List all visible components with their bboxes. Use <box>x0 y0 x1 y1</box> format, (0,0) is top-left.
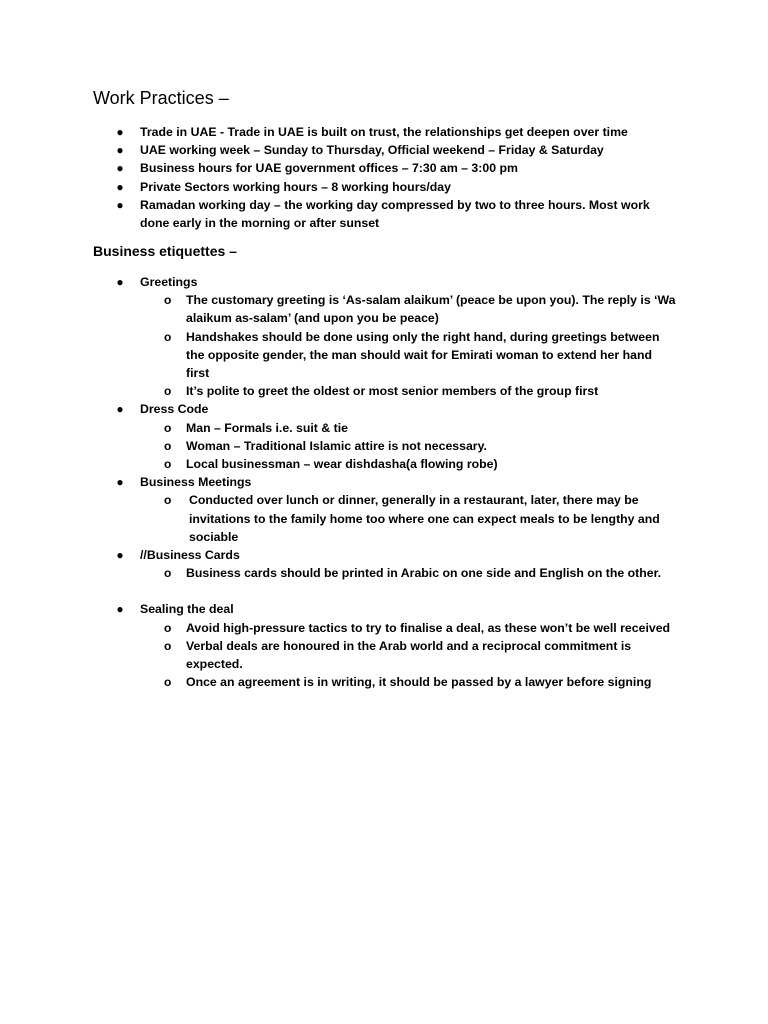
list-item <box>0 196 768 232</box>
sub-list-item-text: Avoid high-pressure tactics to try to finalise a deal, as these won’t be well received <box>186 620 671 635</box>
list-item <box>0 473 768 546</box>
list-item-text: Ramadan working day – the working day compressed by two to three hours. Most work done early in the morning or after sunset <box>140 197 650 231</box>
list-item <box>0 178 768 196</box>
work-practices-list <box>0 123 768 232</box>
circle-bullet-icon: o <box>164 675 172 690</box>
list-item <box>0 600 768 691</box>
sub-list-item <box>0 564 768 582</box>
circle-bullet-icon: o <box>164 620 172 635</box>
sub-list <box>0 564 768 582</box>
sub-list-item <box>0 419 768 437</box>
sub-list-item <box>0 673 768 691</box>
sub-list <box>0 419 768 474</box>
list-item-text: Trade in UAE - Trade in UAE is built on trust, the relationships get deepen over time <box>140 125 628 139</box>
bullet-icon: ● <box>116 143 124 158</box>
sub-list <box>0 291 768 400</box>
sub-list-item-text: Business cards should be printed in Arabic on one side and English on the other. <box>186 566 662 581</box>
sub-list-item-text: Handshakes should be done using only the right hand, during greetings between the opposite gender, the man should wait for Emirati woman to extend her hand first <box>186 329 660 381</box>
sub-list-item <box>0 382 768 400</box>
sub-list-item <box>0 491 768 546</box>
work-practices-heading: Work Practices – <box>93 88 229 108</box>
sub-list-item <box>0 328 768 383</box>
circle-bullet-icon: o <box>164 638 172 653</box>
list-item <box>0 123 768 141</box>
circle-bullet-icon: o <box>164 384 172 399</box>
list-item-text: Dress Code <box>140 402 209 417</box>
circle-bullet-icon: o <box>164 329 172 344</box>
bullet-icon: ● <box>116 125 124 139</box>
sub-list-item <box>0 637 768 673</box>
list-item <box>0 141 768 159</box>
sub-list-item-text: Local businessman – wear dishdasha(a flowing robe) <box>186 457 498 472</box>
list-item <box>0 159 768 177</box>
circle-bullet-icon: o <box>164 566 172 581</box>
business-etiquettes-list <box>0 273 768 691</box>
list-item-text: Greetings <box>140 275 198 289</box>
bullet-icon: ● <box>116 602 124 617</box>
list-item-text: Sealing the deal <box>140 602 234 617</box>
sub-list-item-text: Conducted over lunch or dinner, generally in a restaurant, later, there may be invitations to the family home too where one can expect meals to be lengthy and sociable <box>189 493 660 544</box>
bullet-icon: ● <box>116 475 124 490</box>
bullet-icon: ● <box>116 275 124 289</box>
sub-list-item-text: The customary greeting is ‘As-salam alaikum’ (peace be upon you). The reply is ‘Wa alaikum as-salam’ (and upon you be peace) <box>186 293 676 326</box>
list-item-text: Business hours for UAE government offices – 7:30 am – 3:00 pm <box>140 161 518 176</box>
circle-bullet-icon: o <box>164 293 172 308</box>
bullet-icon: ● <box>116 197 124 212</box>
list-item <box>0 400 768 473</box>
sub-list <box>0 619 768 692</box>
circle-bullet-icon: o <box>164 438 172 453</box>
list-item-text: Private Sectors working hours – 8 working hours/day <box>140 179 451 194</box>
circle-bullet-icon: o <box>164 457 172 472</box>
list-item-text: //Business Cards <box>140 548 240 563</box>
list-item-text: Business Meetings <box>140 475 252 490</box>
sub-list-item-text: It’s polite to greet the oldest or most senior members of the group first <box>186 384 599 399</box>
circle-bullet-icon: o <box>164 493 172 508</box>
bullet-icon: ● <box>116 548 124 563</box>
sub-list-item <box>0 291 768 327</box>
sub-list-item-text: Woman – Traditional Islamic attire is not necessary. <box>186 438 487 453</box>
list-item <box>0 546 768 582</box>
bullet-icon: ● <box>116 402 124 417</box>
sub-list <box>0 491 768 546</box>
list-item-text: UAE working week – Sunday to Thursday, Official weekend – Friday & Saturday <box>140 143 604 158</box>
sub-list-item-text: Once an agreement is in writing, it should be passed by a lawyer before signing <box>186 675 652 690</box>
business-etiquettes-heading: Business etiquettes – <box>93 243 237 259</box>
list-item <box>0 273 768 400</box>
bullet-icon: ● <box>116 161 124 176</box>
sub-list-item-text: Verbal deals are honoured in the Arab world and a reciprocal commitment is expected. <box>186 638 632 672</box>
sub-list-item <box>0 619 768 637</box>
circle-bullet-icon: o <box>164 420 172 435</box>
sub-list-item-text: Man – Formals i.e. suit & tie <box>186 420 348 435</box>
sub-list-item <box>0 437 768 455</box>
list-spacer <box>0 582 768 600</box>
bullet-icon: ● <box>116 179 124 194</box>
sub-list-item <box>0 455 768 473</box>
